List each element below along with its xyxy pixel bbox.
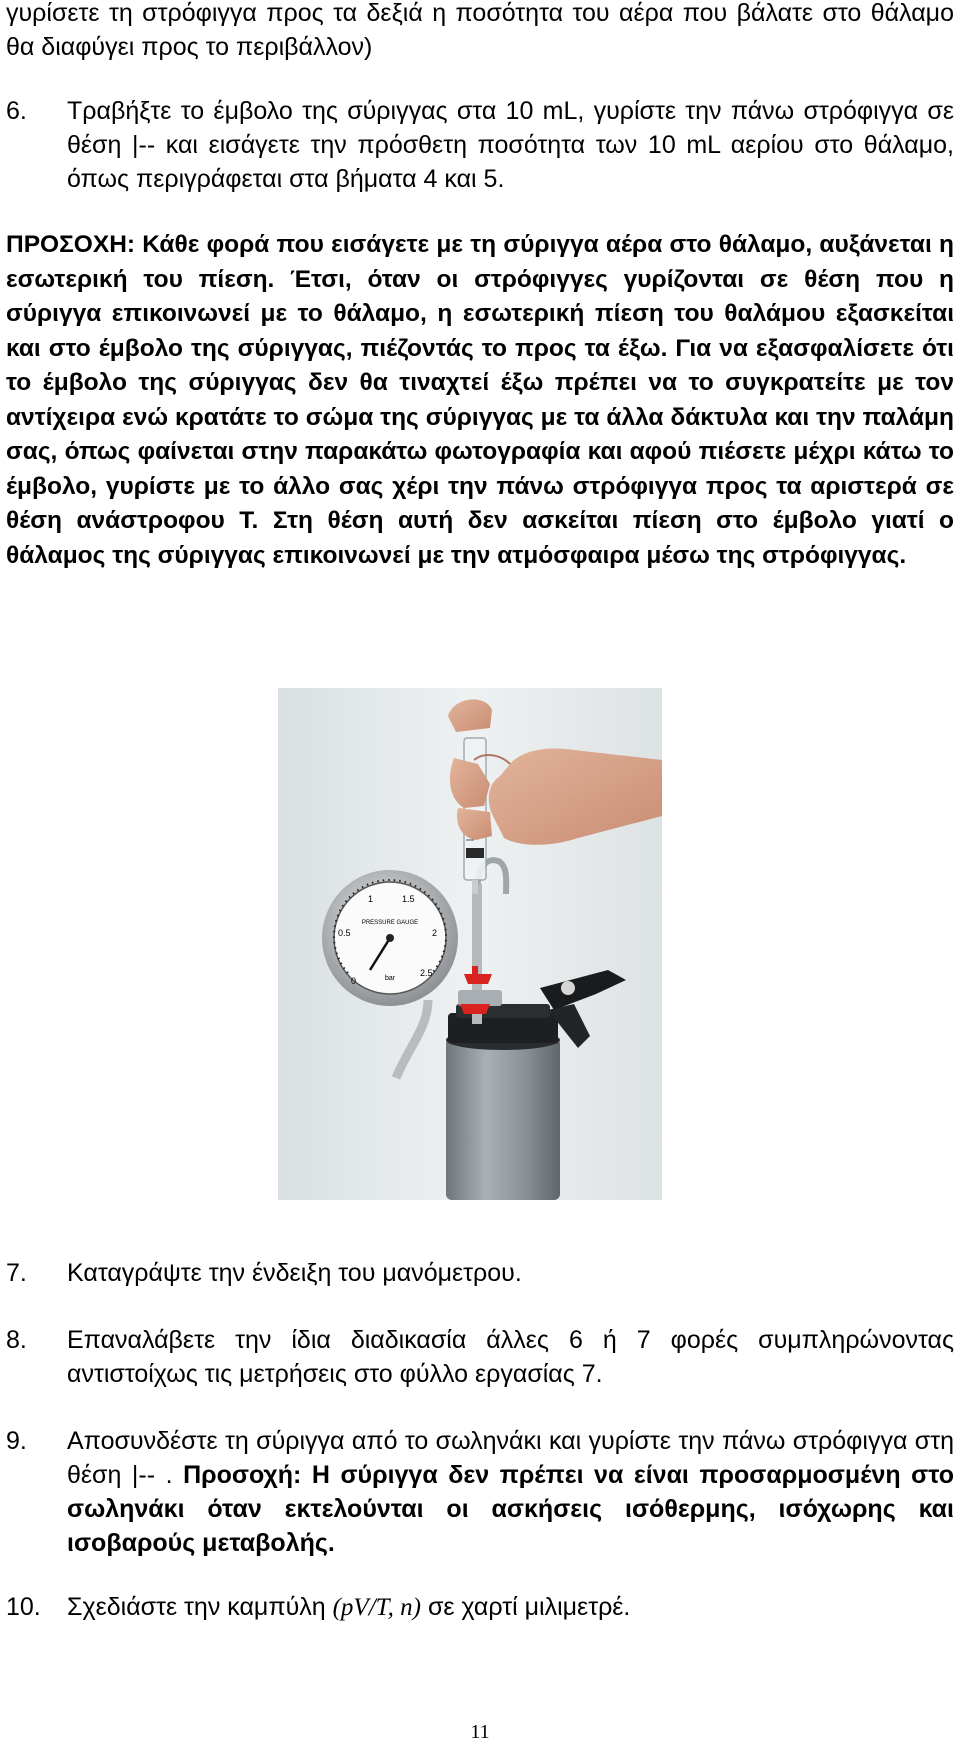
step-text: Τραβήξτε το έμβολο της σύριγγας στα 10 mL, γυρίστε την πάνω στρόφιγγα σε θέση |-- και εισάγετε την πρόσθετη ποσότητα των 10 mL αερίου στο θάλαμο, όπως περιγράφεται στα βήματα 4 και 5. [67, 97, 954, 193]
step-text-before: Σχεδιάστε την καμπύλη [67, 1593, 333, 1621]
step-text-warning: Προσοχή: Η σύριγγα δεν πρέπει να είναι προσαρμοσμένη στο σωληνάκι όταν εκτελούνται οι ασκήσεις ισόθερμης, ισόχωρης και ισοβαρούς μεταβολής. [67, 1461, 955, 1557]
gauge-unit: bar [384, 975, 396, 982]
step-text: Καταγράψτε την ένδειξη του μανόμετρου. [67, 1259, 522, 1287]
intro-continuation: γυρίσετε τη στρόφιγγα προς τα δεξιά η ποσότητα του αέρα που βάλατε στο θάλαμο θα διαφύγει προς το περιβάλλον) [6, 0, 954, 61]
gauge-tick-1: 1 [368, 894, 374, 904]
step-number: 6. [6, 97, 27, 125]
step-text [67, 1424, 954, 1560]
step-text-regular: Αποσυνδέστε τη σύριγγα από το σωληνάκι και γυρίστε την πάνω στρόφιγγα στη θέση |-- . [67, 1427, 954, 1489]
gauge-tick-2: 2 [432, 928, 438, 938]
warning-paragraph: ΠΡΟΣΟΧΗ: Κάθε φορά που εισάγετε με τη σύριγγα αέρα στο θάλαμο, αυξάνεται η εσωτερική του πίεση. Έτσι, όταν οι στρόφιγγες γυρίζονται σε θέση που η σύριγγα επικοινωνεί με το θάλαμο, η εσωτερική πίεση του θαλάμου εξασκείται και στο έμβολο της σύριγγας, πιέζοντάς το προς τα έξω. Για να εξασφαλίσετε ότι το έμβολο της σύριγγας δεν θα τιναχτεί έξω πρέπει να το συγκρατείτε με τον αντίχειρα ενώ κρατάτε το σώμα της σύριγγας με τα άλλα δάκτυλα και την παλάμη σας, όπως φαίνεται στην παρακάτω φωτογραφία και αφού πιέσετε μέχρι κάτω το έμβολο, γυρίστε με το άλλο σας χέρι την πάνω στρόφιγγα προς τα αριστερά σε θέση ανάστροφου Τ. Στη θέση αυτή δεν ασκείται πίεση στο έμβολο γιατί ο θάλαμος της σύριγγας επικοινωνεί με την ατμόσφαιρα μέσω της στρόφιγγας. [6, 231, 954, 569]
gauge-tick-1-5: 1.5 [402, 894, 415, 904]
step-number: 9. [6, 1427, 27, 1455]
page-number: 11 [470, 1721, 490, 1743]
step-number: 8. [6, 1326, 27, 1354]
step-text [67, 1590, 954, 1625]
step-text: Επαναλάβετε την ίδια διαδικασία άλλες 6 ή 7 φορές συμπληρώνοντας αντιστοίχως τις μετρήσεις στο φύλλο εργασίας 7. [67, 1326, 954, 1388]
gauge-tick-2-5: 2.5 [420, 968, 433, 978]
gauge-label: PRESSURE GAUGE [361, 920, 419, 926]
step-text-after: σε χαρτί μιλιμετρέ. [421, 1593, 631, 1621]
pressure-gauge [322, 870, 458, 1006]
gauge-tick-0: 0 [351, 976, 357, 986]
chamber-cylinder [446, 1004, 560, 1200]
step-number: 10. [6, 1593, 41, 1621]
apparatus-photo [278, 688, 662, 1200]
formula: (pV/T, n) [332, 1594, 422, 1621]
step-number: 7. [6, 1259, 27, 1287]
gauge-tick-0-5: 0.5 [338, 928, 351, 938]
stopcock-lower [460, 1004, 490, 1014]
